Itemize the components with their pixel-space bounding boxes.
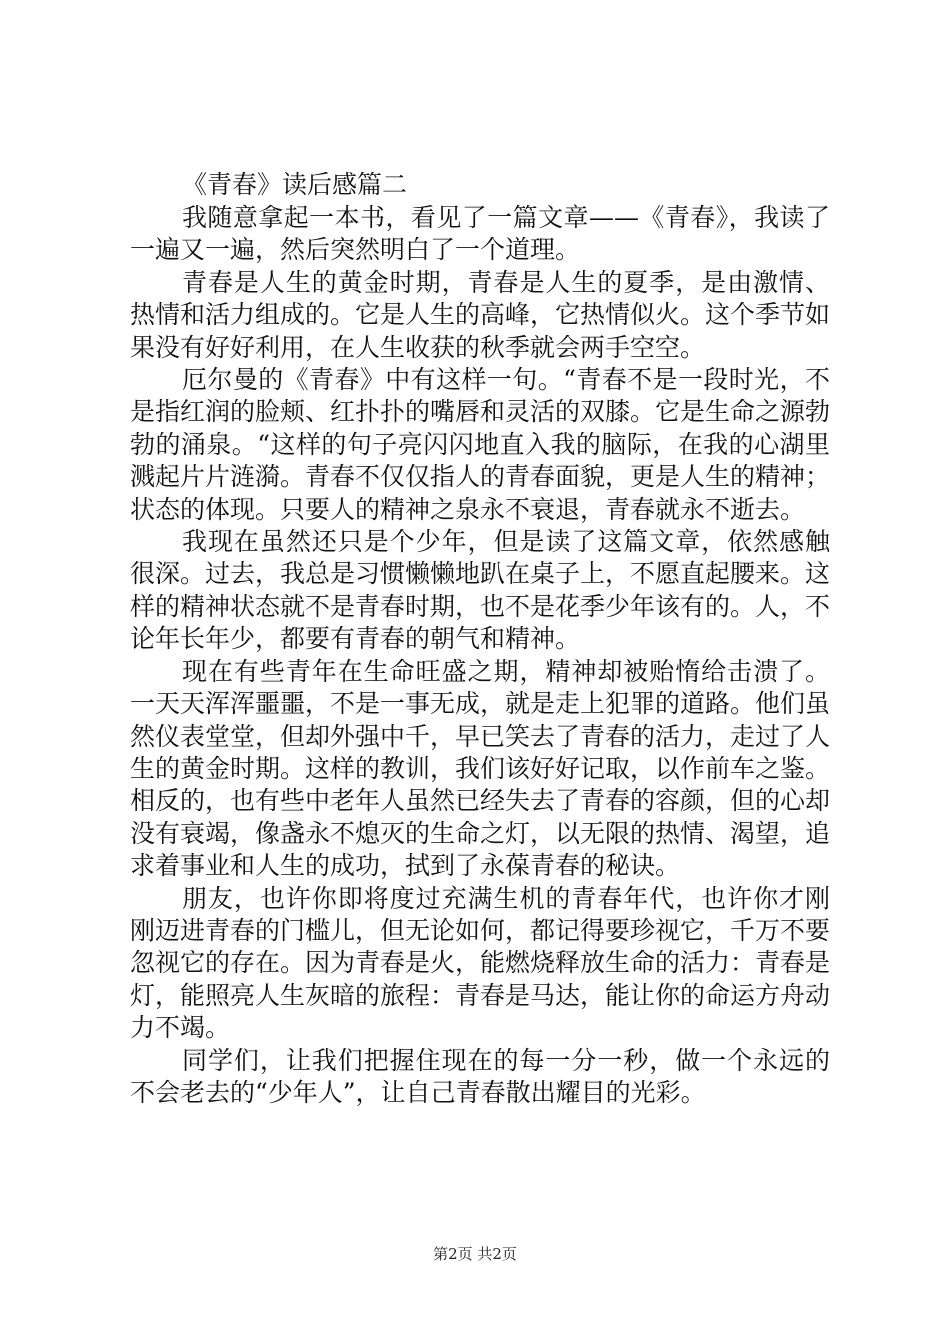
paragraph: 厄尔曼的《青春》中有这样一句。“青春不是一段时光，不是指红润的脸颊、红扑扑的嘴唇和灵活的双膝。它是生命之源勃勃的涌泉。“这样的句子亮闪闪地直入我的脑际，在我的心湖里溅起片片涟漪。青春不仅仅指人的青春面貌，更是人生的精神；状态的体现。只要人的精神之泉永不衰退，青春就永不逝去。: [130, 365, 831, 524]
document-body: [130, 168, 830, 1109]
paragraph: 我现在虽然还只是个少年，但是读了这篇文章，依然感触很深。过去，我总是习惯懒懒地趴在桌子上，不愿直起腰来。这样的精神状态就不是青春时期，也不是花季少年该有的。人，不论年长年少，都要有青春的朝气和精神。: [130, 527, 831, 654]
paragraph: 我随意拿起一本书，看见了一篇文章——《青春》，我读了一遍又一遍，然后突然明白了一个道理。: [130, 203, 830, 265]
paragraph: 同学们，让我们把握住现在的每一分一秒，做一个永远的不会老去的“少年人”，让自己青春散出耀目的光彩。: [130, 1045, 830, 1107]
document-title: 《青春》读后感篇二: [182, 170, 408, 199]
page-footer: 第2页 共2页: [433, 1245, 517, 1263]
paragraph: 朋友，也许你即将度过充满生机的青春年代，也许你才刚刚迈进青春的门槛儿，但无论如何，都记得要珍视它，千万不要忽视它的存在。因为青春是火，能燃烧释放生命的活力：青春是灯，能照亮人生灰暗的旅程：青春是马达，能让你的命运方舟动力不竭。: [130, 883, 831, 1043]
paragraph: 现在有些青年在生命旺盛之期，精神却被贻惰给击溃了。一天天浑浑噩噩，不是一事无成，就是走上犯罪的道路。他们虽然仪表堂堂，但却外强中千，早已笑去了青春的活力，走过了人生的黄金时期。这样的教训，我们该好好记取，以作前车之鉴。相反的，也有些中老年人虽然已经失去了青春的容颜，但的心却没有衰竭，像盏永不熄灭的生命之灯，以无限的热情、渴望，追求着事业和人生的成功，拭到了永葆青春的秘诀。: [130, 656, 831, 881]
paragraph: 青春是人生的黄金时期，青春是人生的夏季，是由激情、热情和活力组成的。它是人生的高峰，它热情似火。这个季节如果没有好好利用，在人生收获的秋季就会两手空空。: [130, 267, 831, 362]
